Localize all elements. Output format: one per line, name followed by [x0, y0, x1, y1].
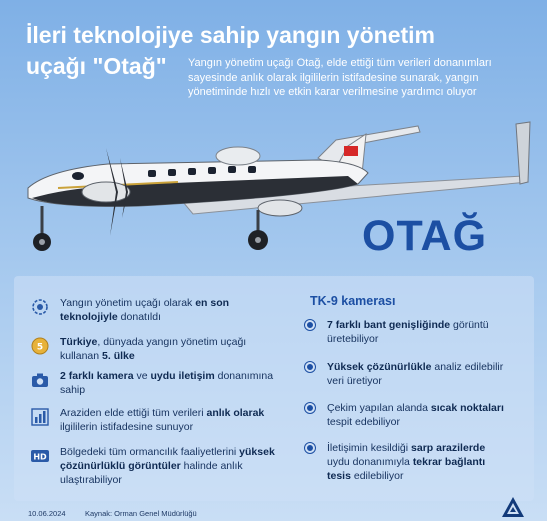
- intro-text: Yangın yönetim uçağı Otağ, elde ettiği tüm verileri donanımları sayesinde anlık olarak ilgililerin istifadesine sunarak, yangın yönetiminde hızlı ve etkin karar verilmesine yardımcı oluyor: [188, 57, 492, 98]
- feature-item: [30, 406, 285, 434]
- camera-item: [305, 401, 510, 429]
- brand-wordmark: OTAĞ: [362, 212, 488, 260]
- camera-item-text: Çekim yapılan alanda sıcak noktaları tespit edebiliyor: [327, 402, 504, 428]
- bullet-dot-icon: [305, 320, 315, 330]
- feature-text: Araziden elde ettiği tüm verileri anlık olarak ilgililerin istifadesine sunuyor: [60, 407, 265, 433]
- svg-text:5: 5: [36, 342, 44, 353]
- svg-text:HD: HD: [33, 452, 47, 462]
- bullet-dot-icon: [305, 443, 315, 453]
- camera-item-text: 7 farklı bant genişliğinde görüntü üretebiliyor: [327, 319, 489, 345]
- gear-chip-icon: [30, 297, 50, 317]
- feature-item: [30, 296, 285, 324]
- feature-text: Türkiye, dünyada yangın yönetim uçağı kullanan 5. ülke: [60, 336, 247, 362]
- camera-item-text: İletişimin kesildiği sarp arazilerde uydu donanımıyla tekrar bağlantı tesis edilebiliyor: [327, 442, 486, 482]
- camera-item: [305, 360, 510, 388]
- feature-text: Yangın yönetim uçağı olarak en son teknolojiyle donatıldı: [60, 297, 230, 323]
- feature-item: [30, 445, 285, 487]
- footer-source: Kaynak: Orman Genel Müdürlüğü: [85, 509, 197, 518]
- feature-text: Bölgedeki tüm ormancılık faaliyetlerini yüksek çözünürlüklü görüntüler halinde anlık ulaştırabiliyor: [60, 446, 275, 486]
- feature-item: [30, 369, 285, 397]
- camera-item-text: Yüksek çözünürlükle analiz edilebilir veri üretiyor: [327, 361, 504, 387]
- feature-text: 2 farklı kamera ve uydu iletişim donanımına sahip: [60, 370, 274, 396]
- rank-badge-icon: [30, 336, 50, 356]
- footer-date: 10.06.2024: [28, 509, 66, 518]
- agency-logo-icon: [501, 496, 525, 518]
- data-chart-icon: [30, 407, 50, 427]
- camera-section-title: TK-9 kamerası: [310, 294, 396, 308]
- bullet-dot-icon: [305, 403, 315, 413]
- bullet-dot-icon: [305, 362, 315, 372]
- page-title: İleri teknolojiye sahip yangın yönetim uçağı "Otağ": [26, 22, 435, 79]
- camera-item: [305, 318, 510, 346]
- feature-item: [30, 335, 285, 363]
- camera-item: [305, 441, 510, 483]
- camera-icon: [30, 370, 50, 390]
- hd-icon: [30, 446, 50, 466]
